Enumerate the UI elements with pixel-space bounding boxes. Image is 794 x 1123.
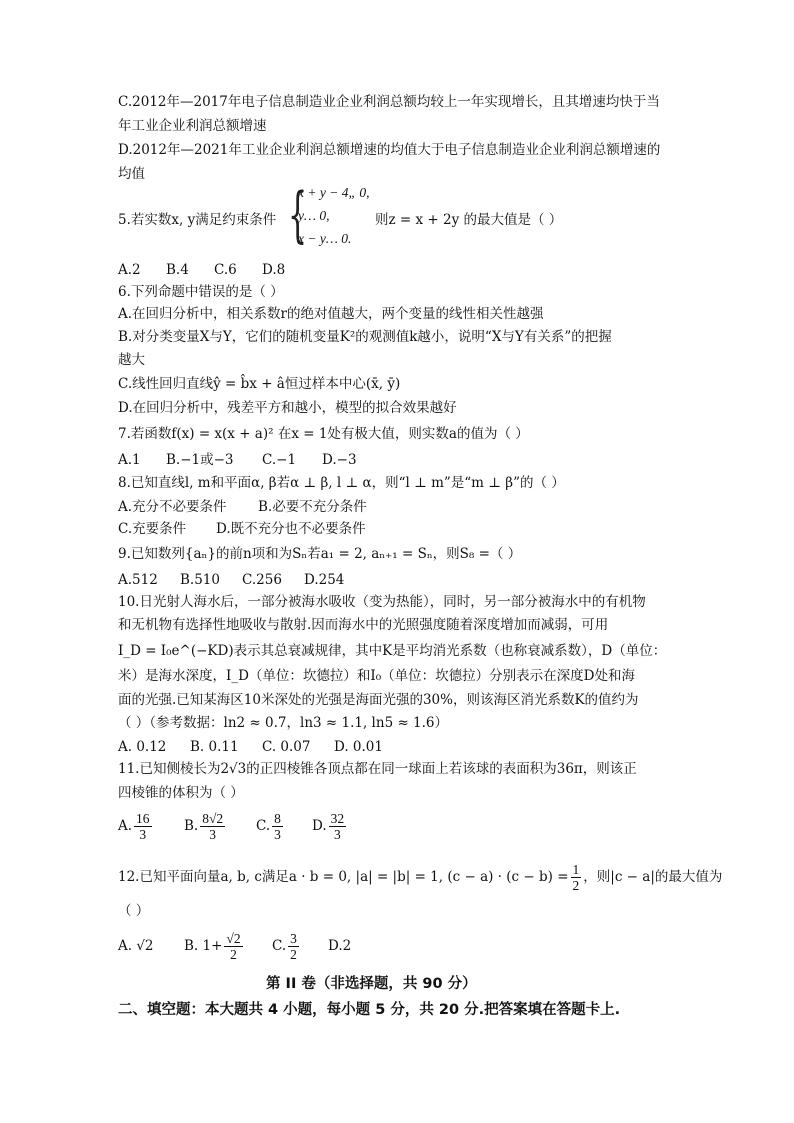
q12-b-den: 2 — [230, 947, 237, 962]
q10-line4: 米）是海水深度，I_D（单位：坎德拉）和I₀（单位：坎德拉）分别表示在深度D处和海 — [118, 668, 635, 684]
q8-options-row2 — [118, 520, 366, 538]
q8-option-d: D.既不充分也不必要条件 — [216, 521, 366, 537]
q10-options — [118, 738, 383, 756]
q12-half-frac — [571, 862, 582, 893]
q8-stem: 8.已知直线l, m和平面α, β若α ⊥ β, l ⊥ α，则“l ⊥ m”是“m ⊥ β”的（ ） — [118, 475, 565, 491]
q4-option-c-line1: C.2012年—2017年电子信息制造业企业利润总额均较上一年实现增长，且其增速均快于当 — [118, 94, 660, 110]
q12-c-den: 2 — [290, 947, 297, 962]
q12-stem-part2: ，则|c − a|的最大值为 — [583, 869, 723, 885]
q10-line1: 10.日光射人海水后，一部分被海水吸收（变为热能），同时，另一部分被海水中的有机物 — [118, 594, 646, 610]
q11-option-a-label: A. — [118, 818, 133, 834]
q8-option-c: C.充要条件 — [118, 521, 187, 537]
q5-option-b: B.4 — [166, 262, 189, 278]
q8-options-row1 — [118, 498, 367, 516]
q12-b-num: √2 — [226, 931, 241, 946]
q12-option-b — [184, 929, 272, 963]
q12-option-d: D.2 — [328, 938, 352, 954]
q11-option-c-label: C. — [256, 818, 271, 834]
q12-blank: （ ） — [118, 903, 150, 919]
q12-half-num: 1 — [572, 862, 580, 877]
q6-option-d: D.在回归分析中，残差平方和越小，模型的拟合效果越好 — [118, 400, 457, 416]
q11-c-num: 8 — [274, 811, 281, 826]
q5-brace: { — [288, 180, 308, 250]
q11-option-b — [184, 809, 256, 843]
q7-options — [118, 451, 357, 469]
q6-option-b-line2: 越大 — [118, 352, 145, 368]
q12-option-b-frac — [224, 931, 242, 962]
q5-option-a: A.2 — [118, 262, 141, 278]
q9-option-c: C.256 — [242, 572, 282, 588]
q7-stem: 7.若函数f(x) = x(x + a)² 在x = 1处有极大值，则实数a的值为（ ） — [118, 426, 529, 442]
q10-line3: I_D = I₀e^(−KD)表示其总衰减规律，其中K是平均消光系数（也称衰减系数），D（单位： — [118, 643, 667, 659]
q11-b-den: 3 — [209, 827, 217, 842]
q11-option-d — [312, 809, 348, 843]
q10-option-a: A. 0.12 — [118, 739, 167, 755]
q10-option-d: D. 0.01 — [334, 739, 383, 755]
q11-d-num: 32 — [330, 811, 345, 826]
q11-a-num: 16 — [136, 811, 150, 826]
q11-a-den: 3 — [139, 827, 147, 842]
q6-option-c: C.线性回归直线ŷ = b̂x + â恒过样本中心(x̄, ȳ) — [118, 376, 401, 392]
q11-c-den: 3 — [274, 827, 281, 842]
q11-b-num: 8√2 — [202, 811, 224, 826]
q5-stem: 5.若实数x, y满足约束条件 — [118, 212, 277, 228]
section-2-title: 第 II 卷（非选择题，共 90 分） — [266, 976, 477, 992]
q10-line6: （ ）（参考数据：ln2 ≈ 0.7，ln3 ≈ 1.1, ln5 ≈ 1.6） — [118, 715, 449, 731]
q11-option-b-label: B. — [184, 818, 199, 834]
q10-option-c: C. 0.07 — [262, 739, 311, 755]
q5-constraint-1: x + y − 4„ 0, — [298, 185, 370, 200]
q11-d-den: 3 — [334, 827, 341, 842]
q10-line2: 和无机物有选择性地吸收与散射.因而海水中的光照强度随着深度增加而减弱，可用 — [118, 617, 609, 633]
q4-option-d-line1: D.2012年—2021年工业企业利润总额增速的均值大于电子信息制造业企业利润总额增速的 — [118, 142, 661, 158]
q12-c-num: 3 — [290, 931, 297, 946]
q11-option-c — [256, 809, 312, 843]
q9-option-d: D.254 — [304, 572, 345, 588]
q12-option-c-label: C. — [272, 938, 287, 954]
q8-option-b: B.必要不充分条件 — [258, 499, 367, 515]
q12-option-b-label: B. 1+ — [184, 938, 223, 954]
q11-line2: 四棱锥的体积为（ ） — [118, 785, 244, 801]
q11-option-d-label: D. — [312, 818, 327, 834]
q7-option-d: D.−3 — [322, 452, 357, 468]
q11-option-a — [118, 809, 184, 843]
q7-option-a: A.1 — [118, 452, 141, 468]
q4-option-c-line2: 年工业企业利润总额增速 — [118, 118, 267, 134]
q6-option-a: A.在回归分析中，相关系数r的绝对值越大，两个变量的线性相关性越强 — [118, 306, 544, 322]
q12-option-c-frac — [288, 931, 299, 962]
q7-option-c: C.−1 — [262, 452, 297, 468]
q5-tail: 则z = x + 2y 的最大值是（ ） — [375, 212, 563, 228]
q5-constraint-3: x − y… 0. — [298, 231, 352, 246]
q9-options — [118, 571, 344, 589]
q10-option-b: B. 0.11 — [190, 739, 239, 755]
q5-option-c: C.6 — [214, 262, 237, 278]
q12-options — [118, 929, 351, 963]
q11-option-b-frac — [200, 811, 225, 842]
q11-option-a-frac — [134, 811, 152, 842]
q11-option-c-frac — [272, 811, 283, 842]
q12-half-den: 2 — [572, 878, 580, 893]
q5-option-d: D.8 — [262, 262, 286, 278]
q12-option-c — [272, 929, 328, 963]
q11-options — [118, 809, 348, 843]
q11-option-d-frac — [329, 811, 347, 842]
q5-constraint-2: y… 0, — [298, 208, 330, 223]
q11-line1: 11.已知侧棱长为2√3的正四棱锥各顶点都在同一球面上若该球的表面积为36π，则该正 — [118, 761, 637, 777]
q8-option-a: A.充分不必要条件 — [118, 499, 227, 515]
q12-stem-part1: 12.已知平面向量a, b, c满足a · b = 0, |a| = |b| = 1, (c − a) · (c − b) = — [118, 869, 569, 885]
q9-option-b: B.510 — [180, 572, 220, 588]
q7-option-b: B.−1或−3 — [166, 452, 234, 468]
q12-option-a: A. √2 — [118, 938, 154, 954]
q4-option-d-line2: 均值 — [118, 166, 145, 182]
q10-line5: 面的光强.已知某海区10米深处的光强是海面光强的30%，则该海区消光系数K的值约为 — [118, 692, 639, 708]
q9-option-a: A.512 — [118, 572, 158, 588]
q6-option-b-line1: B.对分类变量X与Y，它们的随机变量K²的观测值k越小，说明“X与Y有关系”的把握 — [118, 329, 612, 345]
q12-stem — [118, 860, 722, 894]
q9-stem: 9.已知数列{aₙ}的前n项和为Sₙ若a₁ = 2, aₙ₊₁ = Sₙ，则S₈ =（ ） — [118, 546, 522, 562]
q5-options — [118, 261, 285, 279]
fill-in-blank-heading: 二、填空题：本大题共 4 小题，每小题 5 分，共 20 分.把答案填在答题卡上. — [118, 1002, 621, 1018]
q6-stem: 6.下列命题中错误的是（ ） — [118, 284, 284, 300]
